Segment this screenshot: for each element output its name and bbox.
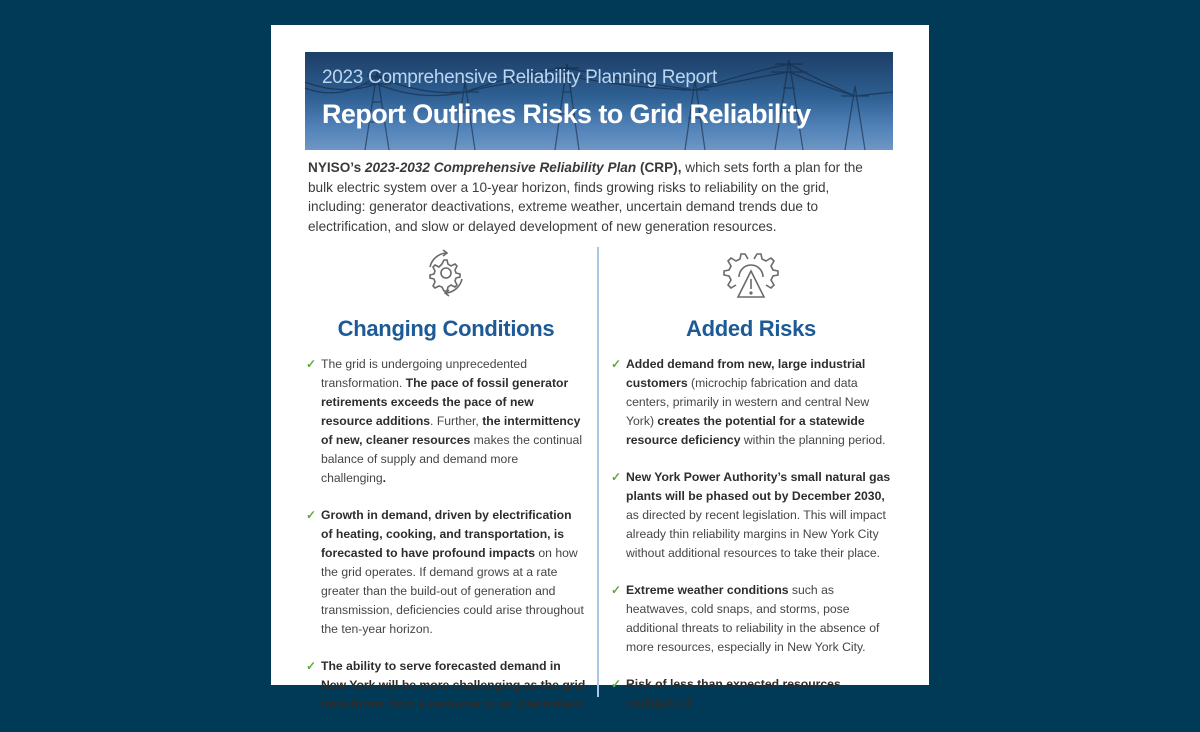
added-risks-heading: Added Risks — [686, 316, 816, 341]
gear-cycle-icon — [424, 247, 468, 309]
list-item: ✓ Added demand from new, large industrial customers (microchip fabrication and data centers, primarily in western and central New York) creates the potential for a statewide resource deficiency within the planning period. — [611, 357, 886, 447]
intro-plan-name: 2023-2032 Comprehensive Reliability Plan — [364, 160, 637, 175]
added-risks-list — [611, 355, 891, 713]
list-item: ✓ The ability to serve forecasted demand in New York will be more challenging as the grid transforms from a resource to an intermittent — [306, 659, 586, 711]
list-item: ✓ New York Power Authority’s small natural gas plants will be phased out by December 2030, as directed by recent legislation. This will impact already thin reliability margins in New York City without additional resources to take their place. — [611, 470, 891, 560]
gear-warning-icon — [724, 247, 778, 309]
added-risks-column — [611, 247, 891, 731]
banner-title: Report Outlines Risks to Grid Reliability — [322, 99, 811, 129]
changing-conditions-heading: Changing Conditions — [337, 316, 555, 341]
list-item: ✓ Extreme weather conditions such as heatwaves, cold snaps, and storms, pose additional threats to reliability in the absence of more resources, especially in New York City. — [611, 583, 880, 654]
column-divider — [597, 247, 599, 697]
checkmark-icon: ✓ — [611, 357, 622, 371]
banner-subtitle: 2023 Comprehensive Reliability Planning Report — [322, 67, 717, 88]
intro-paragraph — [308, 158, 890, 236]
checkmark-icon: ✓ — [611, 583, 622, 597]
intro-text: which sets forth a plan for the bulk electric system over a 10-year horizon, finds growing risks to reliability on the grid, including: generator deactivations, extreme weather, uncertain demand trends due to electrification, and slow or delayed development of new generation resources. — [308, 160, 863, 234]
list-item: ✓ Risk of less than expected resources mulitiple of — [611, 677, 841, 710]
list-item: ✓ Growth in demand, driven by electrification of heating, cooking, and transportation, is forecasted to have profound impacts on how the grid operates. If demand grows at a rate greater than the build-out of generation and transmission, deficiencies could arise throughout the ten-year horizon. — [306, 508, 584, 636]
checkmark-icon: ✓ — [306, 659, 317, 673]
changing-conditions-column — [306, 247, 586, 732]
header-banner — [305, 52, 893, 150]
checkmark-icon: ✓ — [306, 508, 317, 522]
checkmark-icon: ✓ — [611, 677, 622, 691]
checkmark-icon: ✓ — [611, 470, 622, 484]
list-item: ✓ The grid is undergoing unprecedented transformation. The pace of fossil generator retirements exceeds the pace of new resource additions. Further, the intermittency of new, cleaner resources makes the continual balance of supply and demand more challenging. — [306, 357, 583, 485]
intro-abbr: (CRP), — [639, 160, 682, 175]
checkmark-icon: ✓ — [306, 357, 317, 371]
changing-conditions-list — [306, 355, 586, 714]
intro-org: NYISO’s — [308, 160, 362, 175]
document-page — [271, 25, 929, 711]
